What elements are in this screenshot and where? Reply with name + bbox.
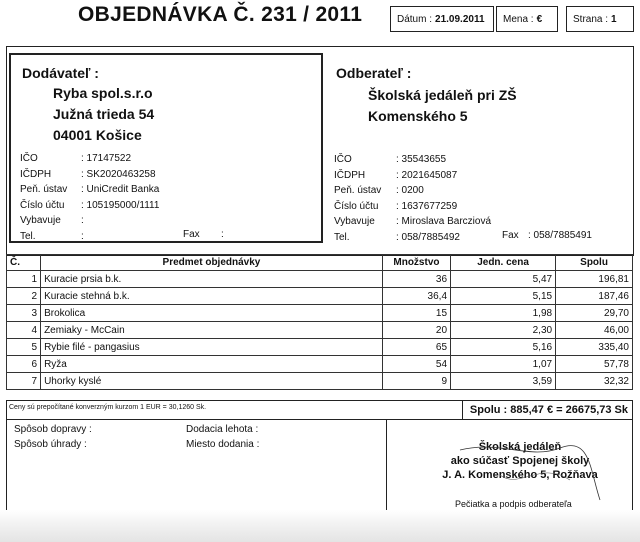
row-number: 3 xyxy=(7,305,41,322)
customer-label: Tel. xyxy=(334,231,350,243)
table-row xyxy=(7,271,633,288)
table-row xyxy=(7,305,633,322)
page-box xyxy=(566,6,634,32)
customer-field-labels xyxy=(334,152,381,245)
conversion-note: Ceny sú prepočítané konverzným kurzom 1 EUR = 30,1260 Sk. xyxy=(9,404,207,411)
row-unit-price: 1,07 xyxy=(451,356,556,373)
date-value: 21.09.2011 xyxy=(435,13,485,25)
row-item: Kuracie stehná b.k. xyxy=(41,288,383,305)
page-label: Strana : xyxy=(573,13,609,25)
row-item: Uhorky kyslé xyxy=(41,373,383,390)
payment-label: Spôsob úhrady : xyxy=(14,439,87,450)
place-label: Miesto dodania : xyxy=(186,439,260,450)
row-item: Ryža xyxy=(41,356,383,373)
page-value: 1 xyxy=(611,13,617,25)
row-number: 2 xyxy=(7,288,41,305)
bottom-divider xyxy=(386,419,387,517)
customer-label: Číslo účtu xyxy=(334,200,379,212)
table-row xyxy=(7,288,633,305)
row-unit-price: 3,59 xyxy=(451,373,556,390)
col-header-unit-price: Jedn. cena xyxy=(451,255,556,271)
row-unit-price: 5,47 xyxy=(451,271,556,288)
order-total: Spolu : 885,47 € = 26675,73 Sk xyxy=(469,404,628,416)
row-total: 46,00 xyxy=(556,322,633,339)
customer-value: : Miroslava Barcziová xyxy=(396,216,492,227)
currency-value: € xyxy=(536,13,543,25)
items-table xyxy=(6,254,633,390)
currency-box xyxy=(496,6,558,32)
supplier-city: 04001 Košice xyxy=(53,127,142,143)
supplier-value: : UniCredit Banka xyxy=(81,184,160,195)
row-unit-price: 1,98 xyxy=(451,305,556,322)
row-item: Zemiaky - McCain xyxy=(41,322,383,339)
supplier-value: : xyxy=(81,230,84,242)
supplier-heading: Dodávateľ : xyxy=(22,65,99,81)
delivery-label: Dodacia lehota : xyxy=(186,424,259,435)
row-total: 32,32 xyxy=(556,373,633,390)
row-item: Rybie filé - pangasius xyxy=(41,339,383,356)
supplier-fax-value: : xyxy=(221,229,224,240)
customer-label: Peň. ústav xyxy=(334,185,382,196)
customer-label: IČDPH xyxy=(334,169,366,181)
table-row xyxy=(7,322,633,339)
supplier-field-labels xyxy=(20,151,67,244)
stamp-line: ako súčasť Spojenej školy xyxy=(450,455,590,467)
row-total: 335,40 xyxy=(556,339,633,356)
customer-street: Komenského 5 xyxy=(368,108,468,124)
shipping-label: Spôsob dopravy : xyxy=(14,424,92,435)
row-unit-price: 2,30 xyxy=(451,322,556,339)
customer-value: : 1637677259 xyxy=(396,200,458,212)
supplier-street: Južná trieda 54 xyxy=(53,106,155,122)
table-row xyxy=(7,339,633,356)
customer-label: Vybavuje xyxy=(334,216,375,227)
row-number: 6 xyxy=(7,356,41,373)
customer-field-values xyxy=(396,152,491,245)
supplier-fax-label: Fax xyxy=(183,229,200,240)
row-quantity: 36 xyxy=(382,271,450,288)
table-row xyxy=(7,373,633,390)
supplier-field-values xyxy=(81,151,159,244)
supplier-label: Tel. xyxy=(20,230,36,242)
row-total: 29,70 xyxy=(556,305,633,322)
row-unit-price: 5,15 xyxy=(451,288,556,305)
supplier-label: Peň. ústav xyxy=(20,184,68,195)
row-total: 196,81 xyxy=(556,271,633,288)
row-number: 4 xyxy=(7,322,41,339)
table-row xyxy=(7,356,633,373)
signature-label: Pečiatka a podpis odberateľa xyxy=(455,499,572,509)
supplier-label: Vybavuje xyxy=(20,215,61,226)
date-box xyxy=(390,6,494,32)
signature-scribble xyxy=(440,430,610,510)
supplier-label: Číslo účtu xyxy=(20,199,65,211)
supplier-label: IČDPH xyxy=(20,168,52,180)
customer-value: : 058/7885492 xyxy=(396,231,460,243)
row-total: 187,46 xyxy=(556,288,633,305)
stamp-line: J. A. Komenského 5, Rožňava xyxy=(442,469,598,481)
col-header-quantity: Množstvo xyxy=(382,255,450,271)
customer-fax-value: : 058/7885491 xyxy=(528,230,592,241)
row-unit-price: 5,16 xyxy=(451,339,556,356)
supplier-value: : 17147522 xyxy=(81,153,132,164)
customer-value: : 35543655 xyxy=(396,154,447,165)
stamp-line: Školská jedáleň xyxy=(478,441,562,453)
supplier-value: : 105195000/1111 xyxy=(81,199,160,211)
row-quantity: 15 xyxy=(382,305,450,322)
row-item: Kuracie prsia b.k. xyxy=(41,271,383,288)
scan-edge xyxy=(0,510,640,542)
customer-fax-label: Fax xyxy=(502,230,519,241)
page-title: OBJEDNÁVKA Č. 231 / 2011 xyxy=(78,3,363,26)
supplier-value: : SK2020463258 xyxy=(81,168,156,180)
row-number: 1 xyxy=(7,271,41,288)
currency-label: Mena : xyxy=(503,13,534,25)
row-item: Brokolica xyxy=(41,305,383,322)
col-header-item: Predmet objednávky xyxy=(41,255,383,271)
customer-name: Školská jedáleň pri ZŠ xyxy=(368,87,517,103)
row-total: 57,78 xyxy=(556,356,633,373)
supplier-box xyxy=(9,53,323,243)
date-label: Dátum : xyxy=(397,13,433,25)
customer-value: : 0200 xyxy=(396,185,424,196)
summary-divider xyxy=(462,400,463,420)
customer-label: IČO xyxy=(334,154,352,165)
row-number: 7 xyxy=(7,373,41,390)
row-quantity: 9 xyxy=(382,373,450,390)
row-quantity: 65 xyxy=(382,339,450,356)
supplier-value: : xyxy=(81,215,84,226)
row-quantity: 54 xyxy=(382,356,450,373)
supplier-name: Ryba spol.s.r.o xyxy=(53,85,153,101)
row-quantity: 36,4 xyxy=(382,288,450,305)
customer-heading: Odberateľ : xyxy=(336,65,412,81)
row-quantity: 20 xyxy=(382,322,450,339)
supplier-label: IČO xyxy=(20,153,38,164)
col-header-number: Č. xyxy=(7,255,41,271)
customer-value: : 2021645087 xyxy=(396,169,458,181)
row-number: 5 xyxy=(7,339,41,356)
table-header-row xyxy=(7,255,633,271)
col-header-total: Spolu xyxy=(556,255,633,271)
summary-row xyxy=(6,400,633,420)
